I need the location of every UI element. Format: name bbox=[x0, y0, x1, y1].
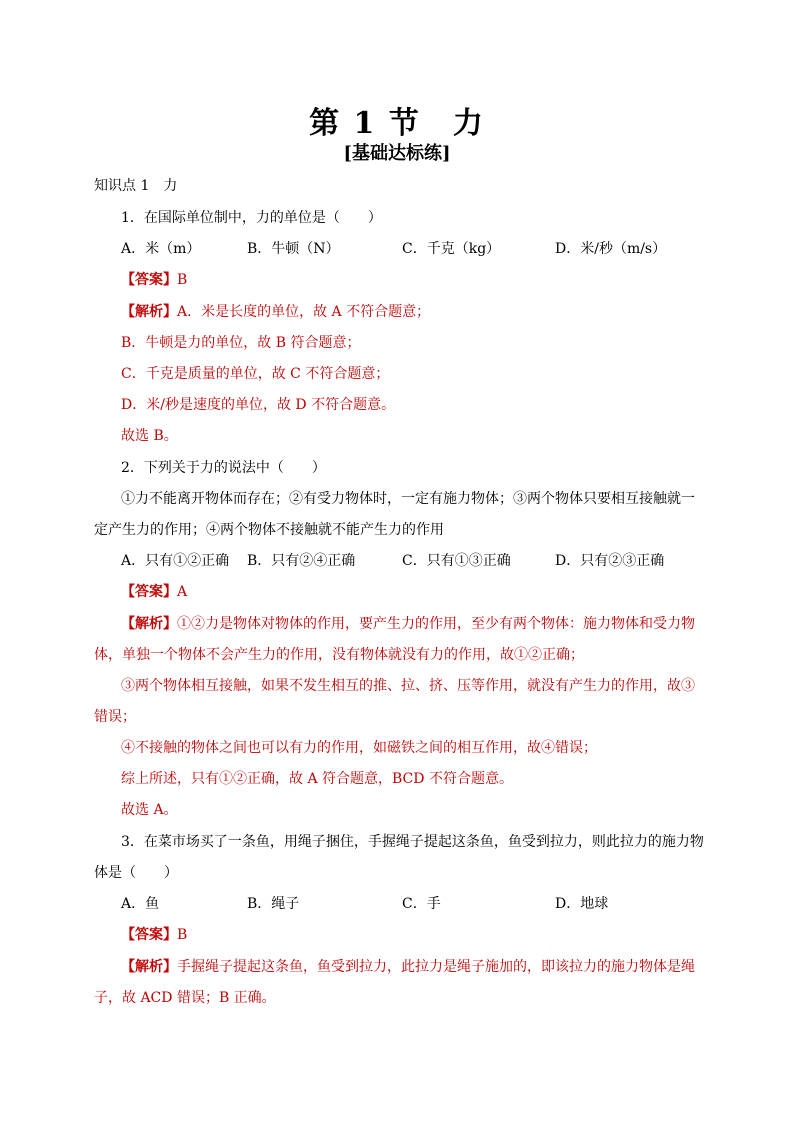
question-2-option-d: D．只有②③正确 bbox=[555, 553, 665, 569]
answer-value: B bbox=[177, 272, 188, 288]
question-1-option-d: D．米/秒（m/s） bbox=[555, 241, 667, 257]
question-2-option-a: A．只有①②正确 bbox=[121, 553, 230, 569]
answer-value: A bbox=[177, 584, 188, 600]
question-2-option-b: B．只有②④正确 bbox=[247, 553, 356, 569]
section-heading: 知识点 1 力 bbox=[94, 178, 178, 194]
question-3-answer bbox=[121, 925, 187, 945]
analysis-text: ①②力是物体对物体的作用，要产生力的作用，至少有两个物体：施力物体和受力物 bbox=[177, 616, 695, 632]
analysis-text: A．米是长度的单位，故 A 不符合题意； bbox=[177, 304, 431, 320]
question-2-statement-line-1: ①力不能离开物体而存在；②有受力物体时，一定有施力物体；③两个物体只要相互接触就一 bbox=[121, 491, 695, 507]
question-2-statement-line-2: 定产生力的作用；④两个物体不接触就不能产生力的作用 bbox=[94, 522, 444, 538]
question-1-analysis-line-1 bbox=[121, 302, 430, 322]
page-title: 第 1 节 力 bbox=[309, 106, 485, 141]
page-subtitle: [基础达标练] bbox=[343, 143, 451, 164]
question-1-analysis-line-3: C．千克是质量的单位，故 C 不符合题意； bbox=[121, 366, 390, 382]
question-2-summary: 综上所述，只有①②正确，故 A 符合题意，BCD 不符合题意。 bbox=[121, 771, 513, 787]
question-2-analysis-line-2: 体，单独一个物体不会产生力的作用，没有物体就没有力的作用，故①②正确； bbox=[94, 647, 584, 663]
analysis-text: 手握绳子提起这条鱼，鱼受到拉力，此拉力是绳子施加的，即该拉力的施力物体是绳 bbox=[177, 959, 695, 975]
answer-label: 【答案】 bbox=[121, 584, 177, 600]
question-1-answer bbox=[121, 270, 187, 290]
analysis-label: 【解析】 bbox=[121, 959, 177, 975]
question-1-option-a: A．米（m） bbox=[121, 241, 201, 257]
question-1-conclusion: 故选 B。 bbox=[121, 428, 178, 444]
question-2-conclusion: 故选 A。 bbox=[121, 802, 178, 818]
question-3-option-a: A．鱼 bbox=[121, 896, 160, 912]
question-3-option-b: B．绳子 bbox=[247, 896, 300, 912]
question-2-stem: 2．下列关于力的说法中（ ） bbox=[121, 460, 326, 476]
question-2-analysis-line-1 bbox=[121, 614, 695, 634]
question-2-analysis-line-4: 错误； bbox=[94, 709, 136, 725]
question-2-analysis-line-3: ③两个物体相互接触，如果不发生相互的推、拉、挤、压等作用，就没有产生力的作用，故③ bbox=[121, 678, 695, 694]
analysis-label: 【解析】 bbox=[121, 304, 177, 320]
question-1-analysis-line-4: D．米/秒是速度的单位，故 D 不符合题意。 bbox=[121, 397, 396, 413]
question-2-option-c: C．只有①③正确 bbox=[402, 553, 511, 569]
question-1-option-b: B．牛顿（N） bbox=[247, 241, 340, 257]
question-1-option-c: C．千克（kg） bbox=[402, 241, 501, 257]
question-3-option-c: C．手 bbox=[402, 896, 441, 912]
question-3-stem-line-2: 体是（ ） bbox=[94, 865, 178, 881]
question-3-option-d: D．地球 bbox=[555, 896, 609, 912]
answer-value: B bbox=[177, 927, 188, 943]
question-3-analysis-line-2: 子，故 ACD 错误；B 正确。 bbox=[94, 990, 276, 1006]
question-3-stem-line-1: 3．在菜市场买了一条鱼，用绳子捆住，手握绳子提起这条鱼，鱼受到拉力，则此拉力的施力物 bbox=[121, 834, 704, 850]
question-1-stem: 1．在国际单位制中，力的单位是（ ） bbox=[121, 210, 382, 226]
question-2-analysis-line-5: ④不接触的物体之间也可以有力的作用，如磁铁之间的相互作用，故④错误； bbox=[121, 740, 597, 756]
question-1-analysis-line-2: B．牛顿是力的单位，故 B 符合题意； bbox=[121, 335, 361, 351]
answer-label: 【答案】 bbox=[121, 272, 177, 288]
answer-label: 【答案】 bbox=[121, 927, 177, 943]
question-2-answer bbox=[121, 582, 187, 602]
question-3-analysis-line-1 bbox=[121, 957, 695, 977]
analysis-label: 【解析】 bbox=[121, 616, 177, 632]
